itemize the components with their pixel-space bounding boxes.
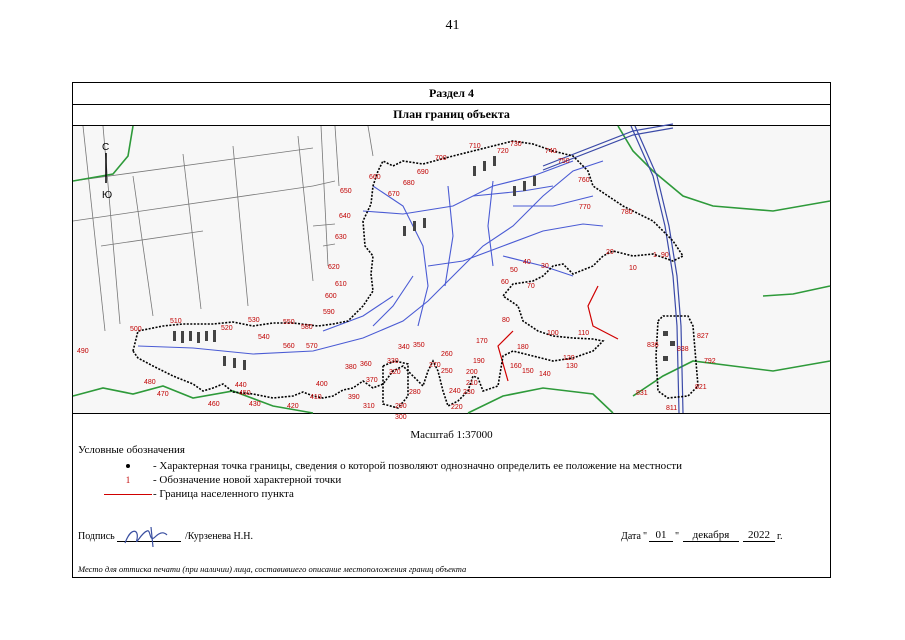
point-label-370: 370 — [366, 377, 378, 384]
point-label-250: 250 — [441, 368, 453, 375]
point-label-340: 340 — [398, 344, 410, 351]
map-svg — [73, 126, 830, 421]
point-label-760: 760 — [578, 177, 590, 184]
point-label-30: 30 — [541, 263, 549, 270]
signer-name: /Курзенева Н.Н. — [185, 531, 253, 542]
point-label-400: 400 — [316, 381, 328, 388]
point-label-170: 170 — [476, 338, 488, 345]
point-label-450: 450 — [239, 390, 251, 397]
point-label-410: 410 — [310, 394, 322, 401]
point-label-160: 160 — [510, 363, 522, 370]
page-number: 41 — [445, 18, 460, 33]
legend-text-point: - Характерная точка границы, сведения о которой позволяют однозначно определить ее положение на местности — [153, 460, 682, 472]
legend-title: Условные обозначения — [78, 444, 185, 456]
point-label-60: 60 — [501, 279, 509, 286]
point-label-180: 180 — [517, 344, 529, 351]
date-quote-open: " — [643, 531, 648, 542]
point-label-780: 780 — [621, 209, 633, 216]
signature-label: Подпись — [78, 531, 115, 542]
point-label-620: 620 — [328, 264, 340, 271]
point-label-811: 811 — [666, 405, 678, 412]
point-label-140: 140 — [539, 371, 551, 378]
boundary-map — [73, 126, 830, 421]
point-label-690: 690 — [417, 169, 429, 176]
point-label-440: 440 — [235, 382, 247, 389]
point-label-320: 320 — [389, 369, 401, 376]
point-label-290: 290 — [395, 403, 407, 410]
svg-text:Ю: Ю — [102, 190, 113, 201]
point-label-100: 100 — [547, 330, 559, 337]
date-year: 2022 — [743, 529, 775, 542]
point-label-740: 740 — [545, 148, 557, 155]
point-label-10: 10 — [629, 265, 637, 272]
point-label-680: 680 — [403, 180, 415, 187]
date-quote-close: " — [675, 531, 680, 542]
point-label-838: 838 — [677, 346, 689, 353]
point-label-630: 630 — [335, 234, 347, 241]
point-label-480: 480 — [144, 379, 156, 386]
legend-item-point — [103, 459, 682, 473]
point-label-220: 220 — [451, 404, 463, 411]
point-label-660: 660 — [369, 174, 381, 181]
point-label-540: 540 — [258, 334, 270, 341]
svg-text:С: С — [102, 142, 110, 153]
red-line-icon — [104, 494, 152, 495]
section-title: Раздел 4 — [73, 83, 830, 105]
point-label-590: 590 — [323, 309, 335, 316]
date-label: Дата — [621, 531, 641, 542]
point-label-500: 500 — [130, 326, 142, 333]
point-label-310: 310 — [363, 403, 375, 410]
point-label-150: 150 — [522, 368, 534, 375]
point-label-130: 130 — [566, 363, 578, 370]
point-label-560: 560 — [283, 343, 295, 350]
point-label-300: 300 — [395, 414, 407, 421]
point-label-90: 90 — [661, 252, 669, 259]
point-label-460: 460 — [208, 401, 220, 408]
date-month: декабря — [683, 529, 739, 542]
point-label-350: 350 — [413, 342, 425, 349]
date-suffix: г. — [777, 531, 783, 542]
signature-line — [117, 541, 181, 542]
point-label-80: 80 — [502, 317, 510, 324]
point-label-210: 210 — [466, 380, 478, 387]
point-label-640: 640 — [339, 213, 351, 220]
point-label-836: 836 — [647, 342, 659, 349]
point-label-360: 360 — [360, 361, 372, 368]
point-label-230: 230 — [463, 389, 475, 396]
point-label-240: 240 — [449, 388, 461, 395]
document-frame — [72, 82, 831, 578]
point-label-650: 650 — [340, 188, 352, 195]
point-label-20: 20 — [606, 249, 614, 256]
legend-text-boundary: - Граница населенного пункта — [153, 488, 294, 500]
point-label-750: 750 — [558, 158, 570, 165]
new-point-symbol: 1 — [125, 475, 131, 485]
point-label-260: 260 — [441, 351, 453, 358]
point-label-710: 710 — [469, 143, 481, 150]
date-day: 01 — [649, 529, 673, 542]
point-label-600: 600 — [325, 293, 337, 300]
point-label-792: 792 — [704, 358, 716, 365]
point-label-120: 120 — [563, 355, 575, 362]
legend-text-new-point: - Обозначение новой характерной точки — [153, 474, 342, 486]
point-label-520: 520 — [221, 325, 233, 332]
point-label-470: 470 — [157, 391, 169, 398]
point-label-200: 200 — [466, 369, 478, 376]
point-label-390: 390 — [348, 394, 360, 401]
point-label-190: 190 — [473, 358, 485, 365]
point-label-831: 831 — [636, 390, 648, 397]
legend-item-boundary — [103, 487, 294, 501]
legend-item-new-point — [103, 473, 342, 487]
point-label-720: 720 — [497, 148, 509, 155]
point-label-420: 420 — [287, 403, 299, 410]
section-subtitle: План границ объекта — [73, 104, 830, 126]
point-label-330: 330 — [387, 358, 399, 365]
point-label-50: 50 — [510, 267, 518, 274]
point-label-827: 827 — [697, 333, 709, 340]
point-label-490: 490 — [77, 348, 89, 355]
point-label-1: 1 — [653, 252, 657, 259]
point-label-70: 70 — [527, 283, 535, 290]
point-label-770: 770 — [579, 204, 591, 211]
point-label-550: 550 — [283, 319, 295, 326]
point-label-730: 730 — [510, 141, 522, 148]
point-label-670: 670 — [388, 191, 400, 198]
point-label-110: 110 — [578, 330, 590, 337]
point-label-430: 430 — [249, 401, 261, 408]
point-label-580: 580 — [301, 324, 313, 331]
map-scale: Масштаб 1:37000 — [410, 429, 493, 441]
handwritten-signature — [121, 525, 185, 549]
point-label-700: 700 — [435, 155, 447, 162]
point-label-380: 380 — [345, 364, 357, 371]
point-label-530: 530 — [248, 317, 260, 324]
point-label-40: 40 — [523, 259, 531, 266]
point-label-821: 821 — [695, 384, 707, 391]
footnote: Место для оттиска печати (при наличии) лица, составившего описание местоположения границ объекта — [78, 564, 467, 574]
point-label-510: 510 — [170, 318, 182, 325]
point-label-610: 610 — [335, 281, 347, 288]
point-label-280: 280 — [409, 389, 421, 396]
point-label-270: 270 — [429, 362, 441, 369]
point-label-570: 570 — [306, 343, 318, 350]
dot-icon — [126, 464, 130, 468]
